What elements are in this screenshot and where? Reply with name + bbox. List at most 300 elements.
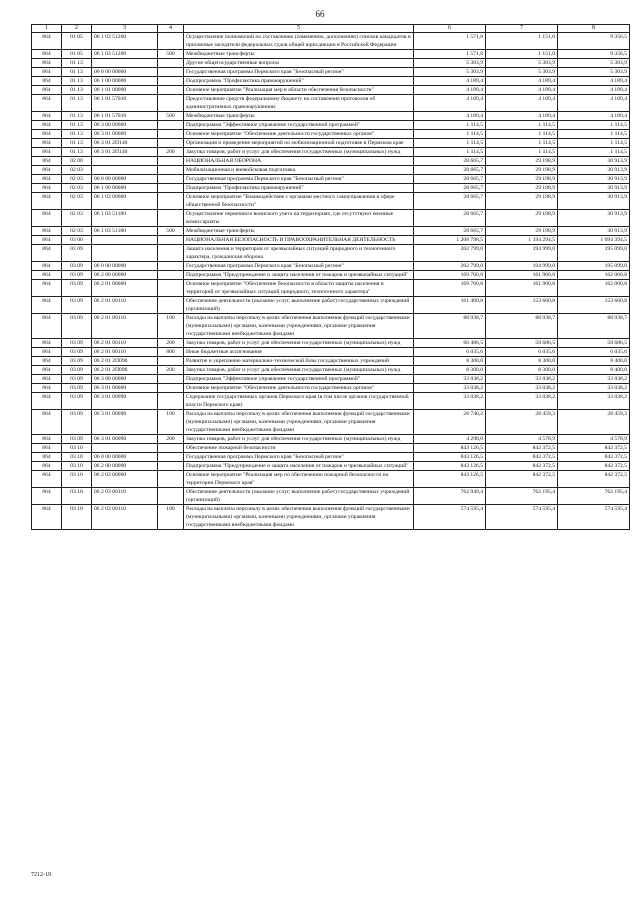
section-code-cell: 01 13 <box>62 130 92 139</box>
admin-code-cell: 864 <box>32 184 62 193</box>
amount-2021-cell: 9 356,5 <box>558 33 630 50</box>
section-code-cell: 03 09 <box>62 245 92 262</box>
amount-2019-cell: 1 114,5 <box>414 148 486 157</box>
amount-2019-cell: 28 665,7 <box>414 193 486 210</box>
amount-2020-cell: 58 686,5 <box>486 339 558 348</box>
expense-type-cell <box>158 384 184 393</box>
table-header-row <box>32 25 630 33</box>
description-cell: Государственная программа Пермского края "Безопасный регион" <box>184 453 414 462</box>
amount-2019-cell: 5 303,9 <box>414 68 486 77</box>
target-article-cell: 06 1 03 51180 <box>92 210 158 227</box>
target-article-cell: 06 0 00 00000 <box>92 262 158 271</box>
table-row <box>32 435 630 444</box>
amount-2020-cell: 33 038,2 <box>486 393 558 410</box>
amount-2020-cell: 1 114,5 <box>486 121 558 130</box>
admin-code-cell: 864 <box>32 357 62 366</box>
admin-code-cell: 864 <box>32 444 62 453</box>
admin-code-cell: 864 <box>32 77 62 86</box>
table-row <box>32 366 630 375</box>
amount-2019-cell: 8 300,0 <box>414 366 486 375</box>
admin-code-cell: 864 <box>32 68 62 77</box>
admin-code-cell: 864 <box>32 453 62 462</box>
table-row <box>32 348 630 357</box>
amount-2021-cell: 5 303,9 <box>558 59 630 68</box>
admin-code-cell: 864 <box>32 112 62 121</box>
target-article-cell: 06 1 00 00000 <box>92 184 158 193</box>
expense-type-cell <box>158 453 184 462</box>
amount-2021-cell: 8 400,0 <box>558 366 630 375</box>
expense-type-cell <box>158 471 184 488</box>
amount-2019-cell: 5 303,9 <box>414 59 486 68</box>
section-code-cell: 03 10 <box>62 505 92 530</box>
column-header-1: 1 <box>32 25 62 33</box>
table-row <box>32 86 630 95</box>
description-cell: Подпрограмма "Эффективное управление государственной программой" <box>184 121 414 130</box>
admin-code-cell: 864 <box>32 393 62 410</box>
admin-code-cell: 864 <box>32 366 62 375</box>
table-row <box>32 471 630 488</box>
amount-2020-cell: 842 372,5 <box>486 471 558 488</box>
description-cell: НАЦИОНАЛЬНАЯ ОБОРОНА <box>184 157 414 166</box>
amount-2019-cell: 33 038,2 <box>414 384 486 393</box>
target-article-cell: 06 3 00 00000 <box>92 375 158 384</box>
table-row <box>32 410 630 435</box>
amount-2021-cell: 28 459,3 <box>558 410 630 435</box>
amount-2021-cell: 30 913,9 <box>558 210 630 227</box>
amount-2020-cell: 29 198,9 <box>486 157 558 166</box>
admin-code-cell: 864 <box>32 157 62 166</box>
expense-type-cell: 500 <box>158 227 184 236</box>
expense-type-cell <box>158 59 184 68</box>
target-article-cell: 06 3 01 2П140 <box>92 148 158 157</box>
amount-2019-cell: 1 571,8 <box>414 33 486 50</box>
amount-2020-cell: 29 198,9 <box>486 175 558 184</box>
table-row <box>32 245 630 262</box>
target-article-cell: 06 1 01 57010 <box>92 112 158 121</box>
target-article-cell: 06 3 01 00090 <box>92 435 158 444</box>
amount-2021-cell: 842 372,5 <box>558 444 630 453</box>
table-row <box>32 384 630 393</box>
target-article-cell: 06 2 00 00000 <box>92 462 158 471</box>
section-code-cell: 03 09 <box>62 435 92 444</box>
description-cell: Закупка товаров, работ и услуг для обеспечения государственных (муниципальных) нужд <box>184 366 414 375</box>
section-code-cell: 03 00 <box>62 236 92 245</box>
amount-2020-cell: 29 198,9 <box>486 210 558 227</box>
expense-type-cell <box>158 245 184 262</box>
amount-2021-cell: 30 913,9 <box>558 227 630 236</box>
description-cell: Обеспечение пожарной безопасности <box>184 444 414 453</box>
description-cell: Обеспечение деятельности (оказание услуг, выполнение работ) государственных учреждений (организаций) <box>184 297 414 314</box>
expense-type-cell <box>158 393 184 410</box>
amount-2021-cell: 842 372,5 <box>558 471 630 488</box>
amount-2021-cell: 33 038,2 <box>558 393 630 410</box>
expense-type-cell <box>158 157 184 166</box>
amount-2020-cell: 8 300,0 <box>486 366 558 375</box>
table-row <box>32 157 630 166</box>
description-cell: Государственная программа Пермского края "Безопасный регион" <box>184 68 414 77</box>
admin-code-cell: 864 <box>32 410 62 435</box>
admin-code-cell: 864 <box>32 280 62 297</box>
table-row <box>32 271 630 280</box>
amount-2021-cell: 30 913,9 <box>558 193 630 210</box>
target-article-cell: 06 3 01 00000 <box>92 130 158 139</box>
target-article-cell: 06 2 01 2П090 <box>92 366 158 375</box>
section-code-cell: 03 09 <box>62 410 92 435</box>
table-row <box>32 444 630 453</box>
amount-2020-cell: 29 198,9 <box>486 166 558 175</box>
amount-2019-cell: 4 189,4 <box>414 95 486 112</box>
table-row <box>32 262 630 271</box>
description-cell: Иные бюджетные ассигнования <box>184 348 414 357</box>
amount-2021-cell: 30 913,9 <box>558 175 630 184</box>
amount-2020-cell: 33 038,2 <box>486 384 558 393</box>
description-cell: Основное мероприятие "Реализация мер по обеспечению пожарной безопасности на территории Пермского края" <box>184 471 414 488</box>
footer-code: 7212-19 <box>31 872 51 878</box>
expense-type-cell <box>158 193 184 210</box>
target-article-cell: 06 0 00 00000 <box>92 175 158 184</box>
amount-2020-cell: 194 999,0 <box>486 262 558 271</box>
expense-type-cell <box>158 68 184 77</box>
amount-2021-cell: 4 189,4 <box>558 77 630 86</box>
target-article-cell: 06 2 01 00110 <box>92 339 158 348</box>
table-row <box>32 33 630 50</box>
description-cell: Межбюджетные трансферты <box>184 227 414 236</box>
table-row <box>32 297 630 314</box>
table-row <box>32 227 630 236</box>
expense-type-cell <box>158 86 184 95</box>
expense-type-cell: 100 <box>158 410 184 435</box>
expense-type-cell <box>158 130 184 139</box>
amount-2021-cell: 162 060,8 <box>558 280 630 297</box>
expense-type-cell <box>158 462 184 471</box>
amount-2021-cell: 1 114,5 <box>558 130 630 139</box>
amount-2019-cell: 4 189,4 <box>414 77 486 86</box>
amount-2020-cell: 4 578,9 <box>486 435 558 444</box>
target-article-cell: 06 1 01 57010 <box>92 95 158 112</box>
admin-code-cell: 864 <box>32 245 62 262</box>
table-row <box>32 375 630 384</box>
expense-type-cell <box>158 175 184 184</box>
target-article-cell: 06 2 01 00110 <box>92 297 158 314</box>
table-row <box>32 453 630 462</box>
description-cell: Подпрограмма "Предупреждение и защита населения от пожаров и чрезвычайных ситуаций" <box>184 462 414 471</box>
section-code-cell: 01 13 <box>62 68 92 77</box>
admin-code-cell: 864 <box>32 375 62 384</box>
section-code-cell: 03 10 <box>62 444 92 453</box>
expense-type-cell: 200 <box>158 148 184 157</box>
section-code-cell: 01 13 <box>62 112 92 121</box>
amount-2020-cell: 1 114,5 <box>486 130 558 139</box>
amount-2019-cell: 169 760,8 <box>414 280 486 297</box>
amount-2021-cell: 5 303,9 <box>558 68 630 77</box>
expense-type-cell: 100 <box>158 314 184 339</box>
target-article-cell: 06 1 03 51200 <box>92 33 158 50</box>
target-article-cell <box>92 236 158 245</box>
description-cell: Подпрограмма "Предупреждение и защита населения от пожаров и чрезвычайных ситуаций" <box>184 271 414 280</box>
amount-2021-cell: 762 195,4 <box>558 488 630 505</box>
amount-2020-cell: 5 303,9 <box>486 68 558 77</box>
table-row <box>32 175 630 184</box>
table-row <box>32 139 630 148</box>
column-header-3: 3 <box>92 25 158 33</box>
amount-2019-cell: 4 189,4 <box>414 112 486 121</box>
amount-2021-cell: 1 114,5 <box>558 148 630 157</box>
amount-2020-cell: 29 198,9 <box>486 184 558 193</box>
admin-code-cell: 864 <box>32 86 62 95</box>
amount-2019-cell: 28 665,7 <box>414 166 486 175</box>
amount-2021-cell: 58 686,5 <box>558 339 630 348</box>
description-cell: Межбюджетные трансферты <box>184 112 414 121</box>
description-cell: Содержание государственных органов Пермского края (в том числе органов государственной власти Пермского края) <box>184 393 414 410</box>
amount-2020-cell: 4 189,4 <box>486 86 558 95</box>
section-code-cell: 03 10 <box>62 462 92 471</box>
amount-2019-cell: 1 114,5 <box>414 130 486 139</box>
amount-2019-cell: 28 665,7 <box>414 175 486 184</box>
amount-2021-cell: 153 660,8 <box>558 297 630 314</box>
expense-type-cell <box>158 210 184 227</box>
table-row <box>32 148 630 157</box>
amount-2021-cell: 33 038,2 <box>558 384 630 393</box>
expense-type-cell <box>158 375 184 384</box>
amount-2020-cell: 33 038,2 <box>486 375 558 384</box>
table-row <box>32 462 630 471</box>
expense-type-cell <box>158 444 184 453</box>
expense-type-cell <box>158 357 184 366</box>
amount-2019-cell: 66 486,5 <box>414 339 486 348</box>
admin-code-cell: 864 <box>32 175 62 184</box>
target-article-cell: 06 2 01 2П090 <box>92 357 158 366</box>
admin-code-cell: 864 <box>32 59 62 68</box>
amount-2020-cell: 6 035,6 <box>486 348 558 357</box>
target-article-cell: 06 3 01 2П140 <box>92 139 158 148</box>
amount-2021-cell: 574 595,4 <box>558 505 630 530</box>
admin-code-cell: 864 <box>32 33 62 50</box>
expense-type-cell: 200 <box>158 435 184 444</box>
expense-type-cell <box>158 184 184 193</box>
amount-2020-cell: 153 660,8 <box>486 297 558 314</box>
table-row <box>32 68 630 77</box>
target-article-cell <box>92 444 158 453</box>
amount-2020-cell: 574 595,4 <box>486 505 558 530</box>
column-header-6: 6 <box>414 25 486 33</box>
section-code-cell: 01 13 <box>62 86 92 95</box>
amount-2019-cell: 28 740,2 <box>414 410 486 435</box>
description-cell: Осуществление первичного воинского учета на территориях, где отсутствуют военные комиссариаты <box>184 210 414 227</box>
amount-2021-cell: 4 189,4 <box>558 95 630 112</box>
section-code-cell: 02 03 <box>62 193 92 210</box>
target-article-cell: 06 2 01 00000 <box>92 280 158 297</box>
page-number: 66 <box>315 9 325 19</box>
amount-2021-cell: 30 913,9 <box>558 166 630 175</box>
description-cell: Закупка товаров, работ и услуг для обеспечения государственных (муниципальных) нужд <box>184 435 414 444</box>
expense-type-cell: 200 <box>158 366 184 375</box>
amount-2019-cell: 33 038,2 <box>414 375 486 384</box>
table-row <box>32 210 630 227</box>
amount-2020-cell: 4 189,4 <box>486 112 558 121</box>
section-code-cell: 03 09 <box>62 366 92 375</box>
section-code-cell: 03 09 <box>62 375 92 384</box>
admin-code-cell: 864 <box>32 462 62 471</box>
amount-2019-cell: 161 460,8 <box>414 297 486 314</box>
section-code-cell: 02 03 <box>62 184 92 193</box>
amount-2019-cell: 574 595,4 <box>414 505 486 530</box>
admin-code-cell: 864 <box>32 435 62 444</box>
admin-code-cell: 864 <box>32 50 62 59</box>
target-article-cell <box>92 157 158 166</box>
amount-2020-cell: 161 960,8 <box>486 271 558 280</box>
target-article-cell: 06 2 03 00110 <box>92 505 158 530</box>
section-code-cell: 01 13 <box>62 77 92 86</box>
description-cell: Мобилизационная и вневойсковая подготовка <box>184 166 414 175</box>
amount-2021-cell: 842 372,5 <box>558 453 630 462</box>
amount-2021-cell: 88 938,7 <box>558 314 630 339</box>
amount-2020-cell: 161 960,8 <box>486 280 558 297</box>
amount-2019-cell: 843 126,5 <box>414 471 486 488</box>
amount-2019-cell: 28 665,7 <box>414 157 486 166</box>
expense-type-cell <box>158 166 184 175</box>
expense-type-cell <box>158 271 184 280</box>
admin-code-cell: 864 <box>32 166 62 175</box>
amount-2020-cell: 1 194 294,5 <box>486 236 558 245</box>
expense-type-cell <box>158 262 184 271</box>
target-article-cell: 06 0 00 00000 <box>92 453 158 462</box>
amount-2019-cell: 762 949,4 <box>414 488 486 505</box>
amount-2020-cell: 194 999,0 <box>486 245 558 262</box>
target-article-cell <box>92 166 158 175</box>
description-cell: Подпрограмма "Профилактика правонарушений" <box>184 77 414 86</box>
amount-2019-cell: 88 938,7 <box>414 314 486 339</box>
table-row <box>32 130 630 139</box>
table-row <box>32 393 630 410</box>
amount-2020-cell: 88 938,7 <box>486 314 558 339</box>
table-row <box>32 193 630 210</box>
column-header-4: 4 <box>158 25 184 33</box>
admin-code-cell: 864 <box>32 339 62 348</box>
section-code-cell: 03 09 <box>62 280 92 297</box>
column-header-8: 8 <box>558 25 630 33</box>
admin-code-cell: 864 <box>32 297 62 314</box>
description-cell: Основное мероприятие "Реализация мер в области обеспечения безопасности" <box>184 86 414 95</box>
column-header-7: 7 <box>486 25 558 33</box>
amount-2021-cell: 9 356,5 <box>558 50 630 59</box>
amount-2021-cell: 33 038,2 <box>558 375 630 384</box>
amount-2019-cell: 202 799,0 <box>414 262 486 271</box>
description-cell: НАЦИОНАЛЬНАЯ БЕЗОПАСНОСТЬ И ПРАВООХРАНИТЕЛЬНАЯ ДЕЯТЕЛЬНОСТЬ <box>184 236 414 245</box>
admin-code-cell: 864 <box>32 314 62 339</box>
description-cell: Межбюджетные трансферты <box>184 50 414 59</box>
amount-2019-cell: 169 760,8 <box>414 271 486 280</box>
table-row <box>32 184 630 193</box>
expense-type-cell <box>158 280 184 297</box>
amount-2019-cell: 33 038,2 <box>414 393 486 410</box>
admin-code-cell: 864 <box>32 384 62 393</box>
admin-code-cell: 864 <box>32 262 62 271</box>
table-row <box>32 166 630 175</box>
admin-code-cell: 864 <box>32 236 62 245</box>
target-article-cell: 06 2 01 00110 <box>92 314 158 339</box>
amount-2020-cell: 4 189,4 <box>486 95 558 112</box>
amount-2020-cell: 1 151,0 <box>486 50 558 59</box>
amount-2019-cell: 843 126,5 <box>414 462 486 471</box>
amount-2019-cell: 1 571,8 <box>414 50 486 59</box>
section-code-cell: 03 09 <box>62 357 92 366</box>
table-row <box>32 314 630 339</box>
description-cell: Подпрограмма "Профилактика правонарушений" <box>184 184 414 193</box>
budget-table <box>31 24 630 530</box>
amount-2019-cell: 4 189,4 <box>414 86 486 95</box>
column-header-2: 2 <box>62 25 92 33</box>
amount-2019-cell: 4 298,0 <box>414 435 486 444</box>
table-row <box>32 112 630 121</box>
section-code-cell: 02 03 <box>62 210 92 227</box>
target-article-cell: 06 2 01 00110 <box>92 348 158 357</box>
amount-2021-cell: 30 913,9 <box>558 184 630 193</box>
section-code-cell: 02 00 <box>62 157 92 166</box>
table-row <box>32 339 630 348</box>
amount-2019-cell: 202 799,0 <box>414 245 486 262</box>
amount-2021-cell: 195 099,0 <box>558 262 630 271</box>
target-article-cell <box>92 245 158 262</box>
description-cell: Организация и проведение мероприятий по мобилизационной подготовке в Пермском крае <box>184 139 414 148</box>
target-article-cell <box>92 59 158 68</box>
amount-2021-cell: 1 114,5 <box>558 139 630 148</box>
amount-2020-cell: 29 198,9 <box>486 227 558 236</box>
table-row <box>32 236 630 245</box>
target-article-cell: 06 1 01 00000 <box>92 86 158 95</box>
expense-type-cell: 800 <box>158 348 184 357</box>
section-code-cell: 03 09 <box>62 384 92 393</box>
expense-type-cell <box>158 139 184 148</box>
amount-2019-cell: 843 126,5 <box>414 444 486 453</box>
section-code-cell: 01 13 <box>62 148 92 157</box>
amount-2021-cell: 4 189,4 <box>558 86 630 95</box>
section-code-cell: 02 03 <box>62 227 92 236</box>
amount-2021-cell: 4 578,9 <box>558 435 630 444</box>
amount-2020-cell: 842 372,5 <box>486 453 558 462</box>
expense-type-cell: 500 <box>158 112 184 121</box>
admin-code-cell: 864 <box>32 488 62 505</box>
section-code-cell: 03 09 <box>62 262 92 271</box>
amount-2019-cell: 1 114,5 <box>414 139 486 148</box>
section-code-cell: 03 09 <box>62 393 92 410</box>
target-article-cell: 06 0 00 00000 <box>92 68 158 77</box>
target-article-cell: 06 2 03 00110 <box>92 488 158 505</box>
section-code-cell: 01 05 <box>62 50 92 59</box>
target-article-cell: 06 3 01 00090 <box>92 410 158 435</box>
amount-2019-cell: 1 208 798,5 <box>414 236 486 245</box>
target-article-cell: 06 3 01 00000 <box>92 384 158 393</box>
description-cell: Основное мероприятие "Взаимодействие с органами местного самоуправления в сфере общественной безопасности" <box>184 193 414 210</box>
table-row <box>32 59 630 68</box>
target-article-cell: 06 1 03 00000 <box>92 193 158 210</box>
section-code-cell: 03 10 <box>62 471 92 488</box>
target-article-cell: 06 2 03 00000 <box>92 471 158 488</box>
amount-2020-cell: 29 198,9 <box>486 193 558 210</box>
expense-type-cell <box>158 95 184 112</box>
amount-2020-cell: 28 459,3 <box>486 410 558 435</box>
admin-code-cell: 864 <box>32 505 62 530</box>
section-code-cell: 01 13 <box>62 59 92 68</box>
amount-2021-cell: 842 372,5 <box>558 462 630 471</box>
expense-type-cell <box>158 77 184 86</box>
amount-2021-cell: 30 913,9 <box>558 157 630 166</box>
expense-type-cell <box>158 33 184 50</box>
admin-code-cell: 864 <box>32 210 62 227</box>
admin-code-cell: 864 <box>32 139 62 148</box>
section-code-cell: 01 13 <box>62 95 92 112</box>
table-row <box>32 357 630 366</box>
description-cell: Закупка товаров, работ и услуг для обеспечения государственных (муниципальных) нужд <box>184 339 414 348</box>
